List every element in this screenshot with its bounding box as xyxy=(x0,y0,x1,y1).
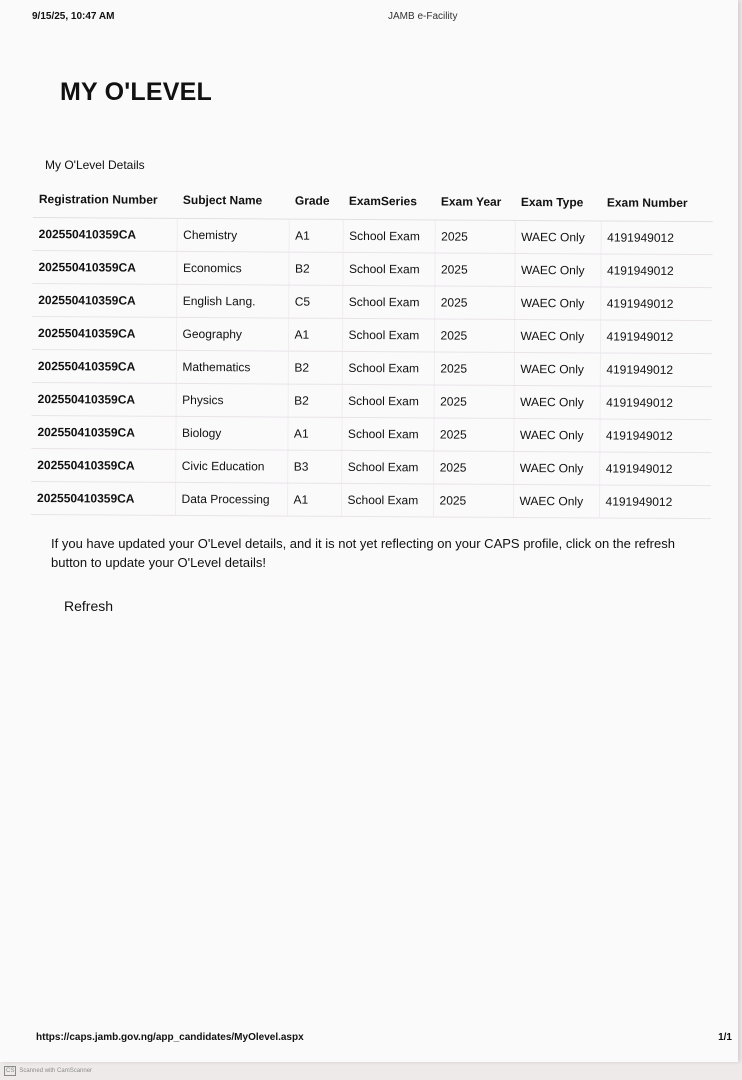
column-header-exam-type: Exam Type xyxy=(515,184,601,221)
cell-exam-year: 2025 xyxy=(433,418,513,451)
print-header xyxy=(32,11,698,22)
cell-exam-series: School Exam xyxy=(342,384,434,418)
cell-grade: B2 xyxy=(288,252,342,285)
cell-exam-type: WAEC Only xyxy=(515,220,601,254)
cell-grade: A1 xyxy=(288,318,342,351)
cell-registration-number: 202550410359CA xyxy=(31,415,175,449)
cell-subject-name: Biology xyxy=(175,416,287,450)
cell-subject-name: Data Processing xyxy=(175,482,287,516)
cell-subject-name: Physics xyxy=(176,383,288,417)
table-row xyxy=(32,349,712,386)
cell-exam-number: 4191949012 xyxy=(600,353,712,387)
column-header-subject-name: Subject Name xyxy=(177,182,289,219)
cell-exam-year: 2025 xyxy=(433,451,513,484)
olevel-table xyxy=(31,181,713,519)
cell-registration-number: 202550410359CA xyxy=(32,283,176,317)
cell-exam-year: 2025 xyxy=(434,253,514,286)
cell-exam-series: School Exam xyxy=(342,351,434,385)
cell-subject-name: Mathematics xyxy=(176,350,288,384)
cell-registration-number: 202550410359CA xyxy=(33,217,177,251)
cell-subject-name: Geography xyxy=(176,317,288,351)
cell-registration-number: 202550410359CA xyxy=(31,448,175,482)
cell-exam-number: 4191949012 xyxy=(600,254,712,288)
cell-exam-series: School Exam xyxy=(342,252,434,286)
cell-registration-number: 202550410359CA xyxy=(32,316,176,350)
cell-registration-number: 202550410359CA xyxy=(32,250,176,284)
scanner-watermark xyxy=(4,1066,92,1076)
cell-grade: A1 xyxy=(287,483,341,516)
cell-exam-type: WAEC Only xyxy=(513,451,599,485)
cell-grade: A1 xyxy=(289,219,343,252)
cell-exam-type: WAEC Only xyxy=(514,385,600,419)
cell-registration-number: 202550410359CA xyxy=(31,481,175,515)
cell-grade: B2 xyxy=(288,384,342,417)
cell-exam-year: 2025 xyxy=(433,484,513,517)
refresh-button[interactable]: Refresh xyxy=(64,598,114,614)
cell-exam-series: School Exam xyxy=(342,318,434,352)
footer-url: https://caps.jamb.gov.ng/app_candidates/MyOlevel.aspx xyxy=(36,1032,304,1043)
column-header-exam-series: ExamSeries xyxy=(343,183,435,220)
cell-exam-type: WAEC Only xyxy=(514,286,600,320)
olevel-table-body xyxy=(31,217,713,518)
cell-registration-number: 202550410359CA xyxy=(32,349,176,383)
cell-grade: B2 xyxy=(288,351,342,384)
cell-exam-type: WAEC Only xyxy=(514,253,600,287)
column-header-grade: Grade xyxy=(289,183,343,220)
print-site-title: JAMB e-Facility xyxy=(388,11,458,22)
table-header-row xyxy=(33,181,713,222)
cell-exam-series: School Exam xyxy=(343,219,435,253)
column-header-exam-number: Exam Number xyxy=(601,184,713,221)
cell-grade: C5 xyxy=(288,285,342,318)
table-row xyxy=(31,415,711,452)
cell-exam-number: 4191949012 xyxy=(600,386,712,420)
cell-exam-series: School Exam xyxy=(341,417,433,451)
cell-exam-type: WAEC Only xyxy=(514,319,600,353)
cell-subject-name: Economics xyxy=(176,251,288,285)
table-row xyxy=(31,448,711,485)
cell-exam-year: 2025 xyxy=(434,385,514,418)
cell-exam-type: WAEC Only xyxy=(513,484,599,518)
cell-exam-type: WAEC Only xyxy=(514,352,600,386)
cell-exam-year: 2025 xyxy=(434,319,514,352)
cell-exam-number: 4191949012 xyxy=(599,485,711,519)
cell-subject-name: English Lang. xyxy=(176,284,288,318)
cell-exam-number: 4191949012 xyxy=(600,287,712,321)
footer-page-indicator: 1/1 xyxy=(718,1032,732,1043)
cell-exam-number: 4191949012 xyxy=(600,320,712,354)
cell-exam-type: WAEC Only xyxy=(513,418,599,452)
table-row xyxy=(32,316,712,353)
scanner-watermark-text: Scanned with CamScanner xyxy=(19,1068,93,1074)
cell-subject-name: Civic Education xyxy=(175,449,287,483)
cell-grade: A1 xyxy=(287,417,341,450)
cell-grade: B3 xyxy=(287,450,341,483)
cell-exam-series: School Exam xyxy=(341,450,433,484)
cell-exam-year: 2025 xyxy=(434,286,514,319)
column-header-registration-number: Registration Number xyxy=(33,181,177,218)
refresh-note: If you have updated your O'Level details, and it is not yet reflecting on your CAPS profile, click on the refresh button to update your O'Level details! xyxy=(51,536,675,570)
print-datetime: 9/15/25, 10:47 AM xyxy=(32,11,115,22)
page-title: MY O'LEVEL xyxy=(60,78,212,106)
cell-exam-number: 4191949012 xyxy=(601,221,713,255)
cell-exam-year: 2025 xyxy=(435,220,515,253)
cell-subject-name: Chemistry xyxy=(177,218,289,252)
table-row xyxy=(33,217,713,254)
table-row xyxy=(31,481,711,518)
table-row xyxy=(32,250,712,287)
cell-exam-year: 2025 xyxy=(434,352,514,385)
cell-exam-number: 4191949012 xyxy=(599,419,711,453)
table-row xyxy=(32,283,712,320)
column-header-exam-year: Exam Year xyxy=(435,183,515,220)
cell-exam-series: School Exam xyxy=(342,285,434,319)
table-row xyxy=(32,382,712,419)
print-footer xyxy=(36,1032,732,1043)
section-label: My O'Level Details xyxy=(45,158,145,172)
cell-exam-number: 4191949012 xyxy=(599,452,711,486)
scanner-logo-icon: CS xyxy=(6,1068,15,1074)
cell-exam-series: School Exam xyxy=(341,483,433,517)
cell-registration-number: 202550410359CA xyxy=(32,382,176,416)
